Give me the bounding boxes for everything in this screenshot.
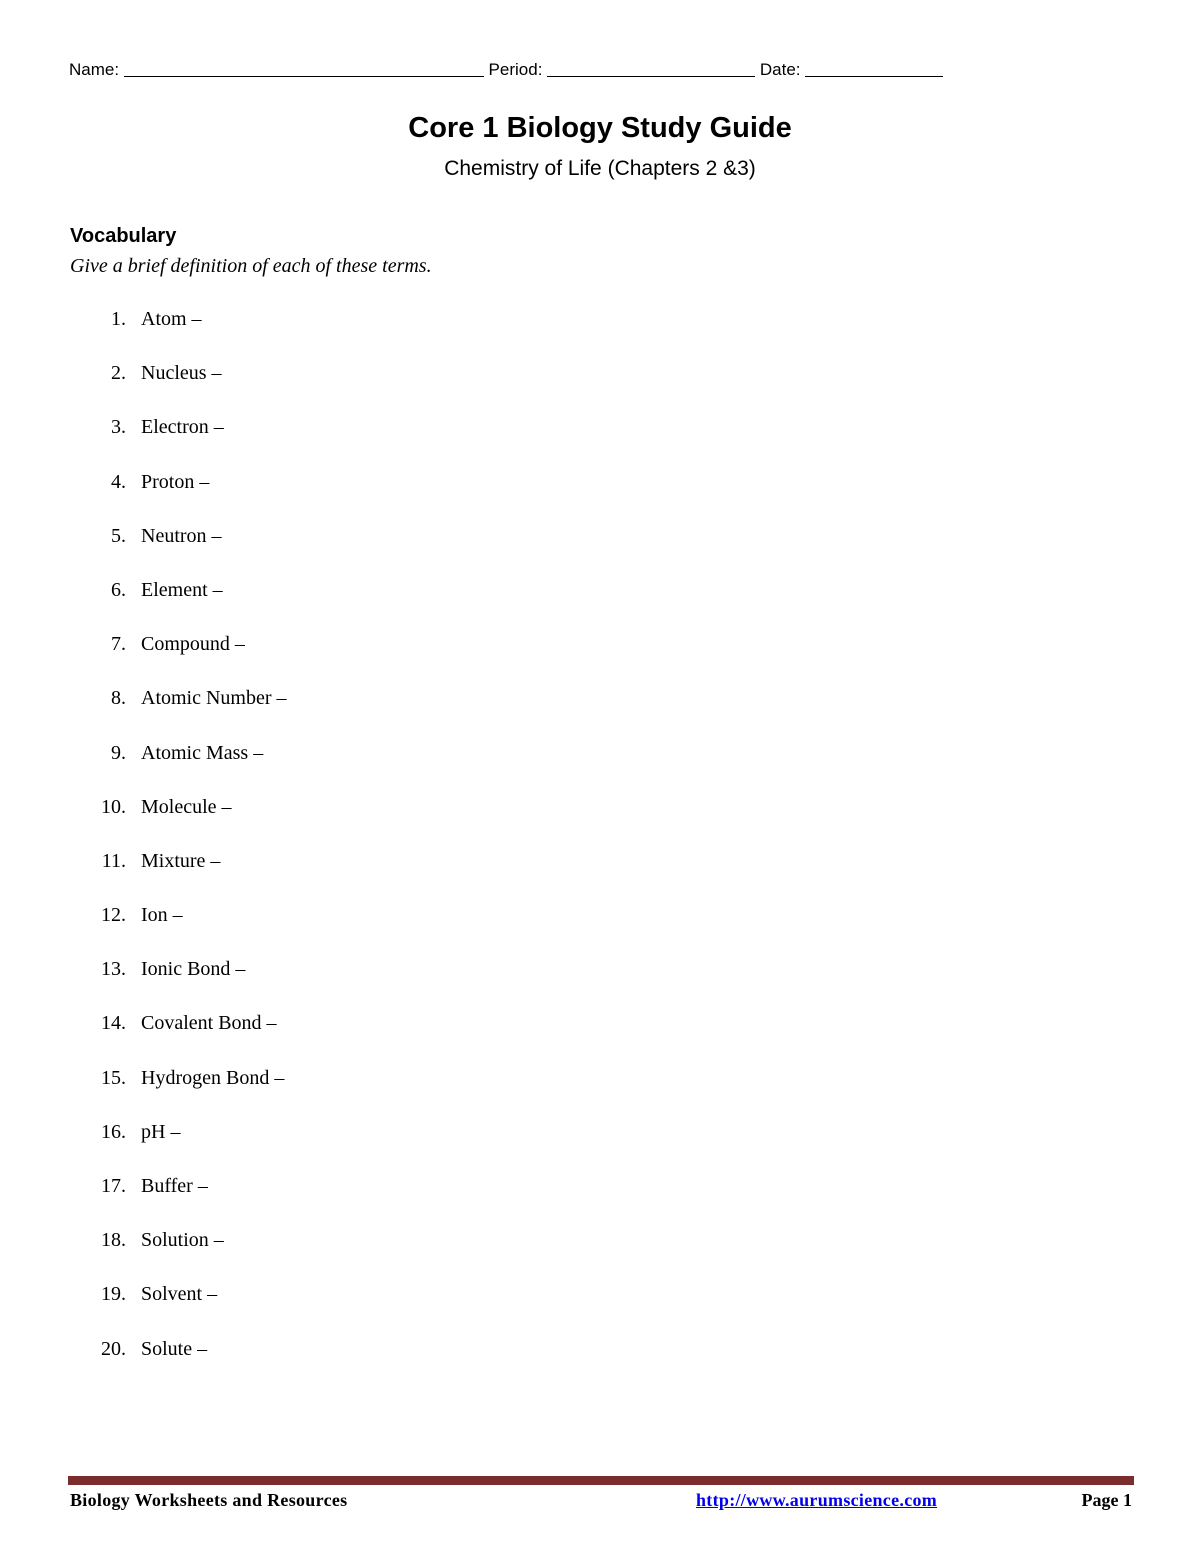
page-title: Core 1 Biology Study Guide (408, 112, 792, 144)
footer-website-link[interactable]: http://www.aurumscience.com (696, 1490, 938, 1510)
item-number: 16. (101, 1120, 126, 1143)
item-number: 1. (111, 308, 126, 330)
period-label: Period: (488, 60, 543, 79)
vocab-term: Atomic Number – (141, 687, 287, 710)
item-number: 20. (101, 1337, 126, 1360)
footer-divider (68, 1476, 1134, 1485)
page-number: Page 1 (1081, 1490, 1132, 1510)
section-heading: Vocabulary (70, 225, 177, 247)
vocab-term: Element – (141, 578, 223, 601)
vocab-term: Atom – (141, 308, 202, 330)
vocab-term: Ionic Bond – (141, 958, 246, 981)
item-number: 6. (111, 578, 126, 601)
period-field[interactable] (547, 60, 755, 77)
name-field[interactable] (124, 60, 484, 77)
vocab-term: Solute – (141, 1337, 208, 1360)
vocab-term: Neutron – (141, 524, 222, 547)
vocab-term: Electron – (141, 416, 224, 439)
vocab-term: Covalent Bond – (141, 1012, 277, 1035)
date-label: Date: (759, 60, 801, 79)
item-number: 12. (101, 904, 126, 927)
item-number: 7. (111, 633, 126, 656)
footer-source: Biology Worksheets and Resources (70, 1490, 348, 1510)
page-subtitle: Chemistry of Life (Chapters 2 &3) (444, 157, 756, 180)
item-number: 13. (101, 958, 126, 981)
item-number: 10. (101, 795, 126, 818)
item-number: 17. (101, 1175, 126, 1197)
date-field[interactable] (805, 60, 943, 77)
vocab-term: pH – (141, 1120, 181, 1143)
vocab-term: Mixture – (141, 849, 221, 872)
item-number: 5. (111, 524, 126, 547)
vocab-term: Solvent – (141, 1283, 218, 1306)
vocab-term: Solution – (141, 1229, 224, 1252)
vocab-term: Atomic Mass – (141, 741, 264, 764)
vocab-term: Ion – (141, 904, 183, 927)
item-number: 19. (101, 1283, 126, 1306)
student-info-header (69, 60, 989, 80)
name-label: Name: (69, 60, 120, 79)
item-number: 4. (111, 470, 126, 493)
item-number: 14. (101, 1012, 126, 1035)
section-instructions: Give a brief definition of each of these terms. (70, 255, 432, 277)
item-number: 15. (101, 1066, 126, 1089)
item-number: 18. (101, 1229, 126, 1252)
vocab-term: Molecule – (141, 795, 232, 818)
item-number: 11. (101, 849, 126, 872)
item-number: 3. (111, 416, 126, 439)
vocab-term: Proton – (141, 470, 210, 493)
vocab-term: Compound – (141, 633, 245, 656)
item-number: 9. (111, 741, 126, 764)
vocab-term: Nucleus – (141, 362, 222, 385)
vocab-term: Buffer – (141, 1175, 208, 1197)
item-number: 2. (111, 362, 126, 385)
page-footer (70, 1490, 1132, 1514)
item-number: 8. (111, 687, 126, 710)
vocab-term: Hydrogen Bond – (141, 1066, 285, 1089)
